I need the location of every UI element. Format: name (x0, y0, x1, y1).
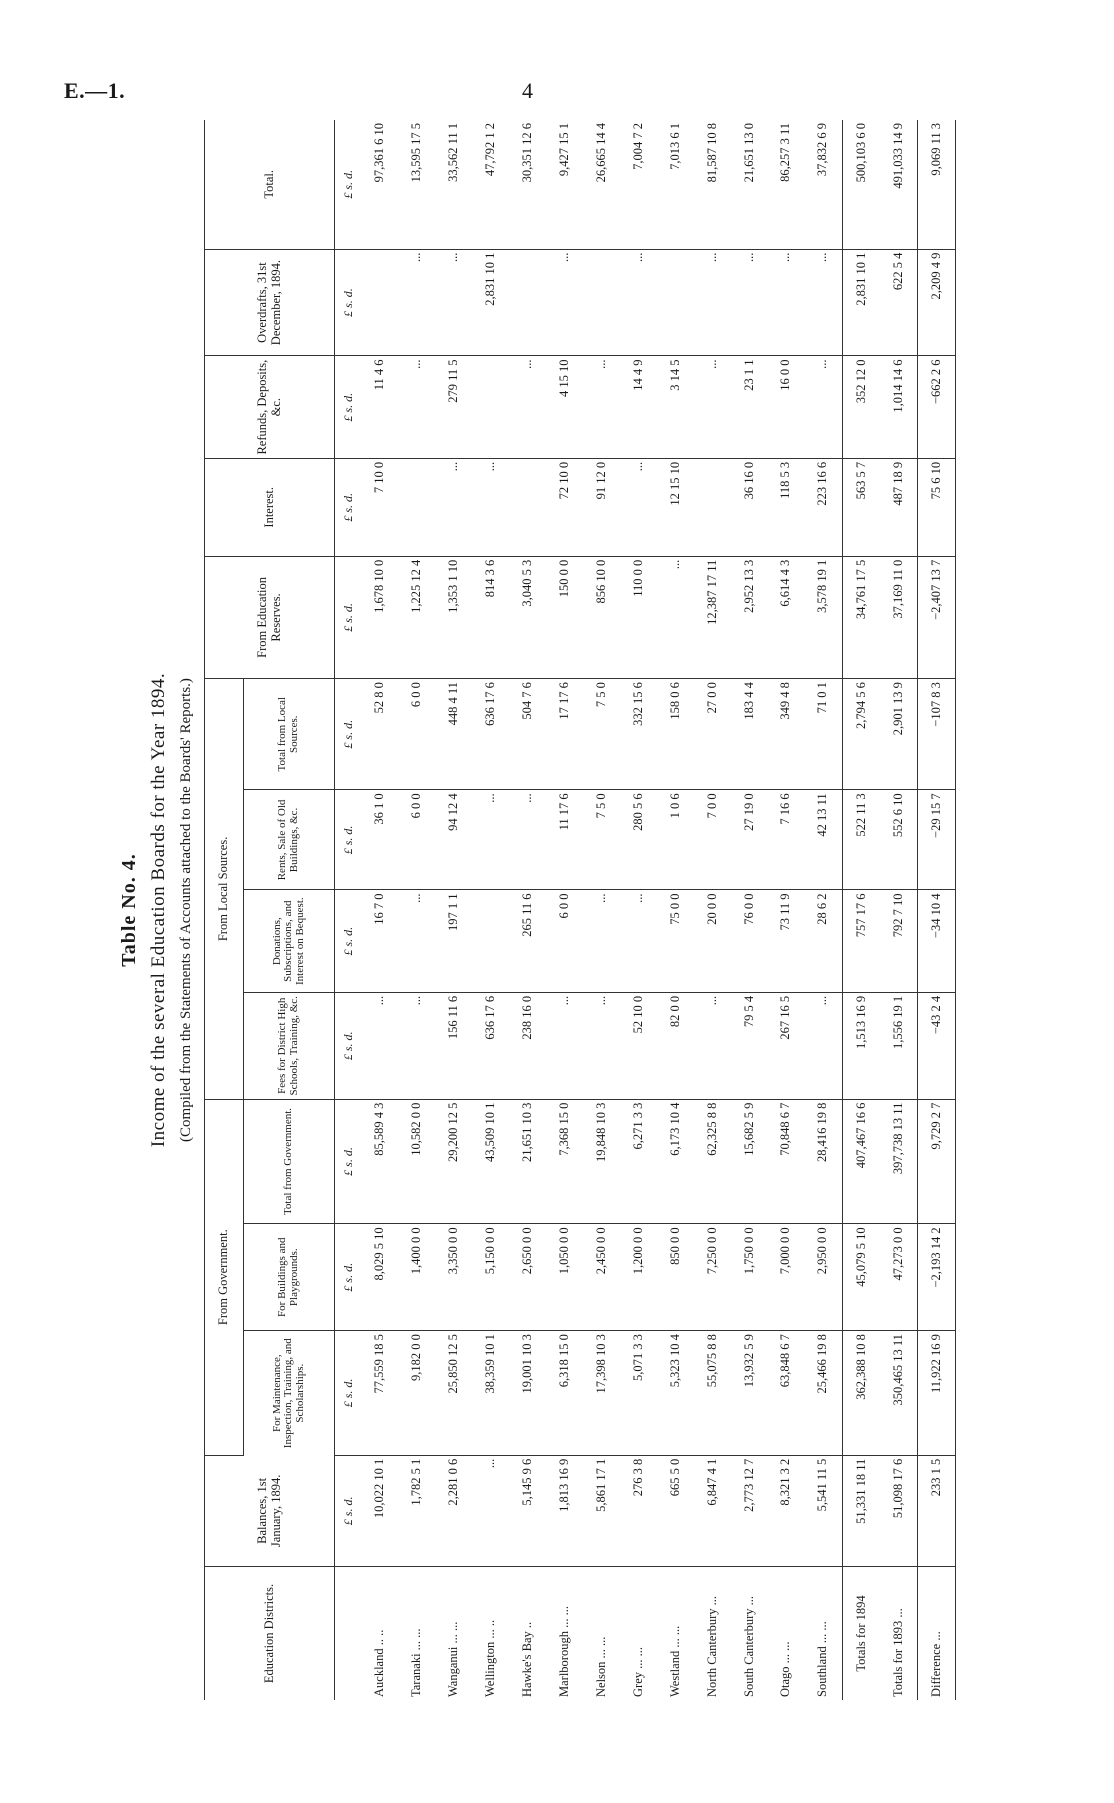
cell-interest: 72 10 0 (546, 458, 583, 556)
cell-rents: ... (472, 790, 509, 890)
cell-buildings: 850 0 0 (657, 1224, 694, 1331)
cell-donations: ... (398, 890, 435, 992)
cell-total-local: 52 8 0 (361, 679, 398, 790)
cell-buildings: 7,000 0 0 (767, 1224, 804, 1331)
cell-fees: 636 17 6 (472, 992, 509, 1099)
cell-reserves: 3,578 19 1 (804, 556, 842, 678)
cell-maintenance: 13,932 5 9 (731, 1331, 768, 1456)
table-row (880, 120, 918, 1700)
cell-total: 30,351 12 6 (509, 120, 546, 249)
cell-interest: 118 5 3 (767, 458, 804, 556)
cell-total: 81,587 10 8 (694, 120, 731, 249)
table-row (509, 120, 546, 1700)
cell-total-local: 2,794 5 6 (842, 679, 880, 790)
cell-donations: ... (620, 890, 657, 992)
cell-rents: 7 0 0 (694, 790, 731, 890)
cell-total-gov: 9,729 2 7 (917, 1099, 955, 1224)
cell-rents: 280 5 6 (620, 790, 657, 890)
cell-fees: 1,556 19 1 (880, 992, 918, 1099)
cell-rents: 552 6 10 (880, 790, 918, 890)
cell-balances: 2,281 0 6 (435, 1455, 472, 1566)
cell-total-local: 636 17 6 (472, 679, 509, 790)
cell-donations: 792 7 10 (880, 890, 918, 992)
col-interest: Interest. (205, 458, 335, 556)
cell-buildings: 47,273 0 0 (880, 1224, 918, 1331)
cell-balances: 6,847 4 1 (694, 1455, 731, 1566)
table-row (694, 120, 731, 1700)
cell-rents: ... (509, 790, 546, 890)
col-district: Education Districts. (205, 1566, 335, 1700)
cell-rents: 11 17 6 (546, 790, 583, 890)
unit-label: £ s. d. (335, 679, 362, 790)
cell-donations (472, 890, 509, 992)
cell-reserves: 6,614 4 3 (767, 556, 804, 678)
cell-donations: 75 0 0 (657, 890, 694, 992)
district-name: Hawke's Bay .. (519, 1621, 534, 1697)
cell-total: 491,033 14 9 (880, 120, 918, 249)
cell-overdrafts: ... (620, 249, 657, 356)
table-row (731, 120, 768, 1700)
cell-total-gov: 407,467 16 6 (842, 1099, 880, 1224)
col-rents: Rents, Sale of Old Buildings, &c. (244, 790, 335, 890)
table-row (472, 120, 509, 1700)
col-buildings: For Buildings and Playgrounds. (244, 1224, 335, 1331)
rotated-table-block (116, 120, 956, 1700)
cell-buildings: 2,650 0 0 (509, 1224, 546, 1331)
cell-balances: 51,331 18 11 (842, 1455, 880, 1566)
cell-fees: ... (546, 992, 583, 1099)
col-refunds: Refunds, Deposits, &c. (205, 356, 335, 458)
col-donations: Donations, Subscriptions, and Interest on Bequest. (244, 890, 335, 992)
table-row (804, 120, 842, 1700)
district-name: Wanganui ... ... (445, 1621, 460, 1697)
col-balances: Balances, 1st January, 1894. (205, 1455, 335, 1566)
cell-reserves: 856 10 0 (583, 556, 620, 678)
cell-total-gov: 28,416 19 8 (804, 1099, 842, 1224)
unit-label: £ s. d. (335, 790, 362, 890)
cell-total-local: 332 15 6 (620, 679, 657, 790)
cell-buildings: 8,029 5 10 (361, 1224, 398, 1331)
cell-reserves: −2,407 13 7 (917, 556, 955, 678)
cell-buildings: 45,079 5 10 (842, 1224, 880, 1331)
cell-refunds: 352 12 0 (842, 356, 880, 458)
cell-interest (694, 458, 731, 556)
unit-label: £ s. d. (335, 556, 362, 678)
cell-total-local: 6 0 0 (398, 679, 435, 790)
cell-fees: 79 5 4 (731, 992, 768, 1099)
table-heading: Income of the several Education Boards for the Year 1894. (148, 672, 169, 1148)
cell-total: 47,792 1 2 (472, 120, 509, 249)
district-name: Difference ... (917, 1566, 955, 1700)
cell-balances: 8,321 3 2 (767, 1455, 804, 1566)
cell-overdrafts: ... (804, 249, 842, 356)
district-name: Totals for 1894 (842, 1566, 880, 1700)
district-name: Wellington ... .. (482, 1619, 497, 1697)
cell-total-local: 27 0 0 (694, 679, 731, 790)
group-government: From Government. (205, 1099, 244, 1455)
cell-maintenance: 11,922 16 9 (917, 1331, 955, 1456)
cell-balances: 5,861 17 1 (583, 1455, 620, 1566)
cell-interest: 36 16 0 (731, 458, 768, 556)
cell-rents: −29 15 7 (917, 790, 955, 890)
cell-reserves: 110 0 0 (620, 556, 657, 678)
cell-refunds: ... (583, 356, 620, 458)
cell-overdrafts (657, 249, 694, 356)
cell-fees: 52 10 0 (620, 992, 657, 1099)
cell-fees: ... (361, 992, 398, 1099)
cell-donations: 6 0 0 (546, 890, 583, 992)
cell-overdrafts: ... (767, 249, 804, 356)
cell-refunds: 1,014 14 6 (880, 356, 918, 458)
cell-refunds: 11 4 6 (361, 356, 398, 458)
cell-fees: 156 11 6 (435, 992, 472, 1099)
cell-overdrafts: ... (435, 249, 472, 356)
cell-interest: 91 12 0 (583, 458, 620, 556)
table-row (620, 120, 657, 1700)
cell-buildings: 1,050 0 0 (546, 1224, 583, 1331)
cell-reserves: 814 3 6 (472, 556, 509, 678)
cell-interest: 7 10 0 (361, 458, 398, 556)
cell-maintenance: 5,071 3 3 (620, 1331, 657, 1456)
cell-overdrafts: ... (398, 249, 435, 356)
cell-reserves: 3,040 5 3 (509, 556, 546, 678)
cell-maintenance: 38,359 10 1 (472, 1331, 509, 1456)
cell-balances: 1,782 5 1 (398, 1455, 435, 1566)
cell-balances: ... (472, 1455, 509, 1566)
cell-total-gov: 15,682 5 9 (731, 1099, 768, 1224)
cell-fees: ... (804, 992, 842, 1099)
cell-maintenance: 25,466 19 8 (804, 1331, 842, 1456)
cell-overdrafts: 2,831 10 1 (472, 249, 509, 356)
cell-fees: 82 0 0 (657, 992, 694, 1099)
page-code: E.—1. (64, 78, 126, 103)
totals-row (842, 120, 880, 1700)
cell-total-local: 2,901 13 9 (880, 679, 918, 790)
cell-total-gov: 21,651 10 3 (509, 1099, 546, 1224)
cell-total-local: 17 17 6 (546, 679, 583, 790)
cell-total-local: 158 0 6 (657, 679, 694, 790)
cell-fees: ... (694, 992, 731, 1099)
col-fees: Fees for District High Schools, Training, &c. (244, 992, 335, 1099)
cell-balances: 665 5 0 (657, 1455, 694, 1566)
district-name: North Canterbury ... (704, 1595, 719, 1697)
cell-total-gov: 7,368 15 0 (546, 1099, 583, 1224)
cell-interest: 223 16 6 (804, 458, 842, 556)
unit-label: £ s. d. (335, 992, 362, 1099)
cell-overdrafts: ... (546, 249, 583, 356)
cell-interest (509, 458, 546, 556)
cell-refunds: 4 15 10 (546, 356, 583, 458)
table-row (361, 120, 398, 1700)
cell-total-gov: 29,200 12 5 (435, 1099, 472, 1224)
cell-total: 9,069 11 3 (917, 120, 955, 249)
cell-interest: 12 15 10 (657, 458, 694, 556)
cell-reserves: 12,387 17 11 (694, 556, 731, 678)
cell-rents: 36 1 0 (361, 790, 398, 890)
cell-fees: 267 16 5 (767, 992, 804, 1099)
cell-maintenance: 63,848 6 7 (767, 1331, 804, 1456)
cell-balances: 233 1 5 (917, 1455, 955, 1566)
cell-fees: ... (398, 992, 435, 1099)
cell-interest: ... (435, 458, 472, 556)
unit-label: £ s. d. (335, 356, 362, 458)
unit-label: £ s. d. (335, 1224, 362, 1331)
cell-donations: 757 17 6 (842, 890, 880, 992)
cell-total: 9,427 15 1 (546, 120, 583, 249)
cell-donations: 265 11 6 (509, 890, 546, 992)
cell-total-gov: 85,589 4 3 (361, 1099, 398, 1224)
cell-total: 86,257 3 11 (767, 120, 804, 249)
cell-total: 37,832 6 9 (804, 120, 842, 249)
cell-total-gov: 70,848 6 7 (767, 1099, 804, 1224)
cell-total-gov: 43,509 10 1 (472, 1099, 509, 1224)
cell-reserves: 34,761 17 5 (842, 556, 880, 678)
cell-total-local: 349 4 8 (767, 679, 804, 790)
cell-total: 500,103 6 0 (842, 120, 880, 249)
cell-donations: 73 11 9 (767, 890, 804, 992)
cell-refunds: 23 1 1 (731, 356, 768, 458)
cell-interest: ... (620, 458, 657, 556)
cell-total: 97,361 6 10 (361, 120, 398, 249)
cell-total: 7,013 6 1 (657, 120, 694, 249)
cell-rents: 522 11 3 (842, 790, 880, 890)
col-maintenance: For Maintenance, Inspection, Training, and Scholarships. (244, 1331, 335, 1456)
cell-refunds: ... (509, 356, 546, 458)
cell-balances: 2,773 12 7 (731, 1455, 768, 1566)
cell-donations: ... (583, 890, 620, 992)
cell-total: 33,562 11 1 (435, 120, 472, 249)
col-reserves: From Education Reserves. (205, 556, 335, 678)
cell-reserves: 1,353 1 10 (435, 556, 472, 678)
cell-balances: 51,098 17 6 (880, 1455, 918, 1566)
cell-donations: 28 6 2 (804, 890, 842, 992)
cell-overdrafts: 2,831 10 1 (842, 249, 880, 356)
unit-label: £ s. d. (335, 458, 362, 556)
cell-total-local: 183 4 4 (731, 679, 768, 790)
cell-buildings: −2,193 14 2 (917, 1224, 955, 1331)
table-number: Table No. 4. (118, 853, 140, 967)
district-name: Auckland .. .. (371, 1629, 386, 1697)
cell-balances: 5,541 11 5 (804, 1455, 842, 1566)
cell-maintenance: 5,323 10 4 (657, 1331, 694, 1456)
cell-donations: 76 0 0 (731, 890, 768, 992)
cell-total-gov: 62,325 8 8 (694, 1099, 731, 1224)
cell-buildings: 1,200 0 0 (620, 1224, 657, 1331)
cell-fees: −43 2 4 (917, 992, 955, 1099)
table-row (398, 120, 435, 1700)
unit-label: £ s. d. (335, 1455, 362, 1566)
col-overdrafts: Overdrafts, 31st December, 1894. (205, 249, 335, 356)
cell-refunds: ... (694, 356, 731, 458)
cell-interest: ... (472, 458, 509, 556)
difference-row (917, 120, 955, 1700)
cell-rents: 94 12 4 (435, 790, 472, 890)
cell-buildings: 7,250 0 0 (694, 1224, 731, 1331)
cell-balances: 276 3 8 (620, 1455, 657, 1566)
district-name: Southland ... ... (815, 1621, 830, 1697)
cell-buildings: 2,450 0 0 (583, 1224, 620, 1331)
cell-maintenance: 17,398 10 3 (583, 1331, 620, 1456)
cell-total-local: −107 8 3 (917, 679, 955, 790)
cell-refunds: ... (398, 356, 435, 458)
cell-total-local: 504 7 6 (509, 679, 546, 790)
district-name: Nelson ... ... (593, 1636, 608, 1697)
table-row (767, 120, 804, 1700)
cell-maintenance: 362,388 10 8 (842, 1331, 880, 1456)
cell-buildings: 1,750 0 0 (731, 1224, 768, 1331)
cell-balances: 5,145 9 6 (509, 1455, 546, 1566)
cell-reserves: 2,952 13 3 (731, 556, 768, 678)
cell-overdrafts: ... (731, 249, 768, 356)
cell-total-gov: 397,738 13 11 (880, 1099, 918, 1224)
cell-overdrafts: ... (694, 249, 731, 356)
cell-overdrafts (509, 249, 546, 356)
district-name: Taranaki ... ... (408, 1628, 423, 1697)
cell-rents: 27 19 0 (731, 790, 768, 890)
cell-balances: 10,022 10 1 (361, 1455, 398, 1566)
cell-balances: 1,813 16 9 (546, 1455, 583, 1566)
cell-interest: 487 18 9 (880, 458, 918, 556)
cell-maintenance: 6,318 15 0 (546, 1331, 583, 1456)
district-name: Westland ... ... (667, 1625, 682, 1697)
cell-rents: 7 16 6 (767, 790, 804, 890)
cell-rents: 42 13 11 (804, 790, 842, 890)
cell-reserves: 37,169 11 0 (880, 556, 918, 678)
cell-refunds: ... (804, 356, 842, 458)
group-local: From Local Sources. (205, 679, 244, 1100)
cell-reserves: 1,225 12 4 (398, 556, 435, 678)
cell-refunds: −662 2 6 (917, 356, 955, 458)
cell-buildings: 5,150 0 0 (472, 1224, 509, 1331)
unit-label: £ s. d. (335, 249, 362, 356)
cell-reserves: ... (657, 556, 694, 678)
cell-total: 21,651 13 0 (731, 120, 768, 249)
district-name: Totals for 1893 ... (890, 1608, 905, 1697)
table-row (657, 120, 694, 1700)
unit-blank (335, 1566, 362, 1700)
cell-donations: 20 0 0 (694, 890, 731, 992)
cell-total: 7,004 7 2 (620, 120, 657, 249)
cell-refunds (472, 356, 509, 458)
cell-overdrafts (583, 249, 620, 356)
cell-interest: 75 6 10 (917, 458, 955, 556)
col-total-gov: Total from Government. (244, 1099, 335, 1224)
cell-total-gov: 6,173 10 4 (657, 1099, 694, 1224)
cell-maintenance: 19,001 10 3 (509, 1331, 546, 1456)
cell-refunds: 14 4 9 (620, 356, 657, 458)
cell-total-gov: 6,271 3 3 (620, 1099, 657, 1224)
cell-reserves: 150 0 0 (546, 556, 583, 678)
cell-total-gov: 10,582 0 0 (398, 1099, 435, 1224)
cell-interest (398, 458, 435, 556)
cell-reserves: 1,678 10 0 (361, 556, 398, 678)
cell-total-gov: 19,848 10 3 (583, 1099, 620, 1224)
cell-total-local: 71 0 1 (804, 679, 842, 790)
cell-total-local: 448 4 11 (435, 679, 472, 790)
cell-maintenance: 25,850 12 5 (435, 1331, 472, 1456)
district-name: Otago ... ... (778, 1641, 793, 1697)
table-subheading: (Compiled from the Statements of Accounts attached to the Boards' Reports.) (178, 678, 194, 1142)
cell-total: 26,665 14 4 (583, 120, 620, 249)
cell-donations: 16 7 0 (361, 890, 398, 992)
cell-refunds: 3 14 5 (657, 356, 694, 458)
page-number: 4 (522, 78, 533, 103)
unit-label: £ s. d. (335, 890, 362, 992)
cell-maintenance: 9,182 0 0 (398, 1331, 435, 1456)
district-name: Grey ... ... (630, 1647, 645, 1697)
unit-label: £ s. d. (335, 1099, 362, 1224)
cell-maintenance: 55,075 8 8 (694, 1331, 731, 1456)
unit-label: £ s. d. (335, 1331, 362, 1456)
cell-refunds: 16 0 0 (767, 356, 804, 458)
table-body (361, 120, 956, 1700)
cell-maintenance: 350,465 13 11 (880, 1331, 918, 1456)
income-table (204, 120, 956, 1700)
unit-label: £ s. d. (335, 120, 362, 249)
cell-total: 13,595 17 5 (398, 120, 435, 249)
cell-overdrafts: 622 5 4 (880, 249, 918, 356)
cell-total-local: 7 5 0 (583, 679, 620, 790)
col-total: Total. (205, 120, 335, 249)
cell-fees: 238 16 0 (509, 992, 546, 1099)
cell-overdrafts (361, 249, 398, 356)
cell-rents: 7 5 0 (583, 790, 620, 890)
district-name: South Canterbury ... (741, 1595, 756, 1697)
cell-maintenance: 77,559 18 5 (361, 1331, 398, 1456)
cell-interest: 563 5 7 (842, 458, 880, 556)
cell-rents: 1 0 6 (657, 790, 694, 890)
cell-fees: ... (583, 992, 620, 1099)
cell-donations: 197 1 1 (435, 890, 472, 992)
cell-rents: 6 0 0 (398, 790, 435, 890)
cell-overdrafts: 2,209 4 9 (917, 249, 955, 356)
cell-refunds: 279 11 5 (435, 356, 472, 458)
table-row (435, 120, 472, 1700)
col-total-local: Total from Local Sources. (244, 679, 335, 790)
cell-buildings: 1,400 0 0 (398, 1224, 435, 1331)
cell-fees: 1,513 16 9 (842, 992, 880, 1099)
table-row (583, 120, 620, 1700)
table-row (546, 120, 583, 1700)
cell-donations: −34 10 4 (917, 890, 955, 992)
district-name: Marlborough ... ... (556, 1606, 571, 1697)
cell-buildings: 2,950 0 0 (804, 1224, 842, 1331)
cell-buildings: 3,350 0 0 (435, 1224, 472, 1331)
